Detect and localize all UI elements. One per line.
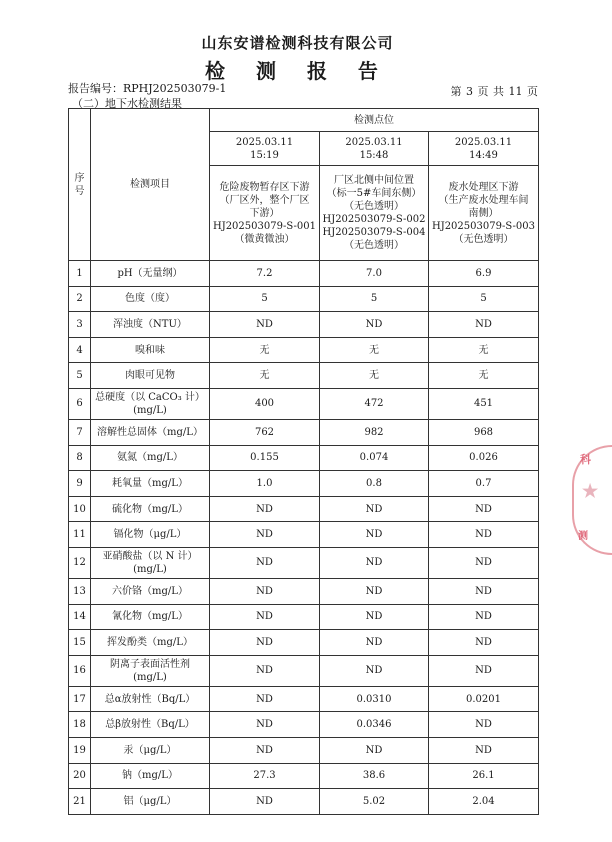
row-number: 7 <box>69 419 91 445</box>
points-header: 检测点位 <box>210 109 539 132</box>
test-item: 亚硝酸盐（以 N 计） (mg/L) <box>91 547 210 578</box>
row-number: 19 <box>69 737 91 763</box>
section-title: （二）地下水检测结果 <box>72 97 182 110</box>
table-row <box>69 547 539 578</box>
row-number: 3 <box>69 312 91 338</box>
site-description: 厂区北侧中间位置 （标一5#车间东侧） （无色透明） HJ202503079-S-002 HJ202503079-S-004 （无色透明） <box>320 166 429 261</box>
table-row <box>69 789 539 815</box>
table-row <box>69 388 539 419</box>
row-number: 6 <box>69 388 91 419</box>
result-value: 472 <box>320 388 429 419</box>
table-row <box>69 578 539 604</box>
result-value: ND <box>210 686 320 712</box>
table-row <box>69 604 539 630</box>
row-number: 10 <box>69 496 91 522</box>
page-info: 第 3 页 共 11 页 <box>450 85 538 98</box>
row-number: 20 <box>69 763 91 789</box>
test-item: 色度（度） <box>91 286 210 312</box>
document-title: 检 测 报 告 <box>205 59 390 83</box>
table-row <box>69 686 539 712</box>
result-value: 0.8 <box>320 471 429 497</box>
site-description: 废水处理区下游 （生产废水处理车间 南侧） HJ202503079-S-003 （无色透明） <box>429 166 539 261</box>
result-value: ND <box>210 578 320 604</box>
test-item: 硫化物（mg/L） <box>91 496 210 522</box>
result-value: ND <box>210 522 320 548</box>
result-value: 5 <box>429 286 539 312</box>
result-value: ND <box>320 655 429 686</box>
result-value: 0.0346 <box>320 712 429 738</box>
result-value: 0.155 <box>210 445 320 471</box>
result-value: ND <box>210 312 320 338</box>
result-value: ND <box>429 737 539 763</box>
test-item: 氰化物（mg/L） <box>91 604 210 630</box>
row-number: 5 <box>69 363 91 389</box>
result-value: 0.026 <box>429 445 539 471</box>
table-row <box>69 496 539 522</box>
result-value: ND <box>429 578 539 604</box>
row-number: 15 <box>69 630 91 656</box>
test-item: 汞（μg/L） <box>91 737 210 763</box>
test-item: 挥发酚类（mg/L） <box>91 630 210 656</box>
result-value: 762 <box>210 419 320 445</box>
result-value: 5.02 <box>320 789 429 815</box>
result-value: ND <box>210 604 320 630</box>
test-item: 肉眼可见物 <box>91 363 210 389</box>
table-row <box>69 522 539 548</box>
site-description: 危险废物暂存区下游 （厂区外，整个厂区 下游） HJ202503079-S-001 （微黄微浊） <box>210 166 320 261</box>
stamp-text-1: 科 <box>580 453 591 466</box>
result-value: 27.3 <box>210 763 320 789</box>
site-datetime: 2025.03.11 14:49 <box>429 132 539 166</box>
result-value: 无 <box>210 363 320 389</box>
table-row <box>69 419 539 445</box>
result-value: 无 <box>429 337 539 363</box>
result-value: 0.0201 <box>429 686 539 712</box>
result-value: 无 <box>320 363 429 389</box>
row-number: 12 <box>69 547 91 578</box>
test-item: 铝（μg/L） <box>91 789 210 815</box>
seal-stamp <box>572 445 612 555</box>
results-table <box>68 108 539 815</box>
result-value: 无 <box>210 337 320 363</box>
test-item: 氨氮（mg/L） <box>91 445 210 471</box>
test-item: pH（无量纲） <box>91 261 210 287</box>
result-value: ND <box>429 712 539 738</box>
table-row <box>69 363 539 389</box>
result-value: ND <box>210 655 320 686</box>
result-value: ND <box>320 578 429 604</box>
result-value: ND <box>429 630 539 656</box>
result-value: 451 <box>429 388 539 419</box>
result-value: ND <box>429 655 539 686</box>
company-name: 山东安谱检测科技有限公司 <box>201 34 394 52</box>
table-row <box>69 763 539 789</box>
result-value: 968 <box>429 419 539 445</box>
result-value: 38.6 <box>320 763 429 789</box>
result-value: 7.2 <box>210 261 320 287</box>
row-number: 14 <box>69 604 91 630</box>
result-value: ND <box>429 496 539 522</box>
result-value: ND <box>320 604 429 630</box>
test-item: 六价铬（mg/L） <box>91 578 210 604</box>
test-item: 钠（mg/L） <box>91 763 210 789</box>
row-number: 1 <box>69 261 91 287</box>
result-value: 无 <box>320 337 429 363</box>
test-item: 嗅和味 <box>91 337 210 363</box>
table-row <box>69 737 539 763</box>
result-value: ND <box>320 547 429 578</box>
stamp-text-2: 测 <box>578 531 588 542</box>
result-value: 7.0 <box>320 261 429 287</box>
result-value: 5 <box>320 286 429 312</box>
row-number: 16 <box>69 655 91 686</box>
result-value: 2.04 <box>429 789 539 815</box>
row-number: 4 <box>69 337 91 363</box>
result-value: ND <box>320 522 429 548</box>
result-value: 0.7 <box>429 471 539 497</box>
result-value: ND <box>210 789 320 815</box>
table-row <box>69 445 539 471</box>
table-row <box>69 630 539 656</box>
result-value: 0.0310 <box>320 686 429 712</box>
table-row <box>69 712 539 738</box>
table-row <box>69 471 539 497</box>
table-row <box>69 312 539 338</box>
report-number: 报告编号：RPHJ202503079-1 <box>68 82 227 95</box>
test-item: 总β放射性（Bq/L） <box>91 712 210 738</box>
table-row <box>69 286 539 312</box>
row-number: 18 <box>69 712 91 738</box>
row-number: 13 <box>69 578 91 604</box>
test-item: 溶解性总固体（mg/L） <box>91 419 210 445</box>
test-item: 阴离子表面活性剂 (mg/L) <box>91 655 210 686</box>
result-value: ND <box>320 496 429 522</box>
row-number: 2 <box>69 286 91 312</box>
row-number: 9 <box>69 471 91 497</box>
table-row <box>69 655 539 686</box>
row-number: 21 <box>69 789 91 815</box>
result-value: ND <box>429 604 539 630</box>
result-value: ND <box>320 630 429 656</box>
seq-header: 序号 <box>69 109 91 261</box>
result-value: 5 <box>210 286 320 312</box>
result-value: 982 <box>320 419 429 445</box>
result-value: ND <box>210 630 320 656</box>
table-row <box>69 261 539 287</box>
result-value: 0.074 <box>320 445 429 471</box>
test-item: 总硬度（以 CaCO₃ 计） (mg/L) <box>91 388 210 419</box>
result-value: ND <box>429 547 539 578</box>
result-value: ND <box>210 496 320 522</box>
result-value: ND <box>320 312 429 338</box>
result-value: ND <box>210 737 320 763</box>
table-row <box>69 337 539 363</box>
item-header: 检测项目 <box>91 109 210 261</box>
result-value: 无 <box>429 363 539 389</box>
row-number: 17 <box>69 686 91 712</box>
site-datetime: 2025.03.11 15:19 <box>210 132 320 166</box>
site-datetime: 2025.03.11 15:48 <box>320 132 429 166</box>
test-item: 浑浊度（NTU） <box>91 312 210 338</box>
result-value: ND <box>429 522 539 548</box>
result-value: 1.0 <box>210 471 320 497</box>
test-item: 耗氧量（mg/L） <box>91 471 210 497</box>
stamp-star: ★ <box>582 481 599 502</box>
result-value: ND <box>210 712 320 738</box>
result-value: 26.1 <box>429 763 539 789</box>
result-value: ND <box>320 737 429 763</box>
result-value: 400 <box>210 388 320 419</box>
result-value: ND <box>429 312 539 338</box>
test-item: 镉化物（μg/L） <box>91 522 210 548</box>
row-number: 8 <box>69 445 91 471</box>
result-value: ND <box>210 547 320 578</box>
row-number: 11 <box>69 522 91 548</box>
test-item: 总α放射性（Bq/L） <box>91 686 210 712</box>
result-value: 6.9 <box>429 261 539 287</box>
